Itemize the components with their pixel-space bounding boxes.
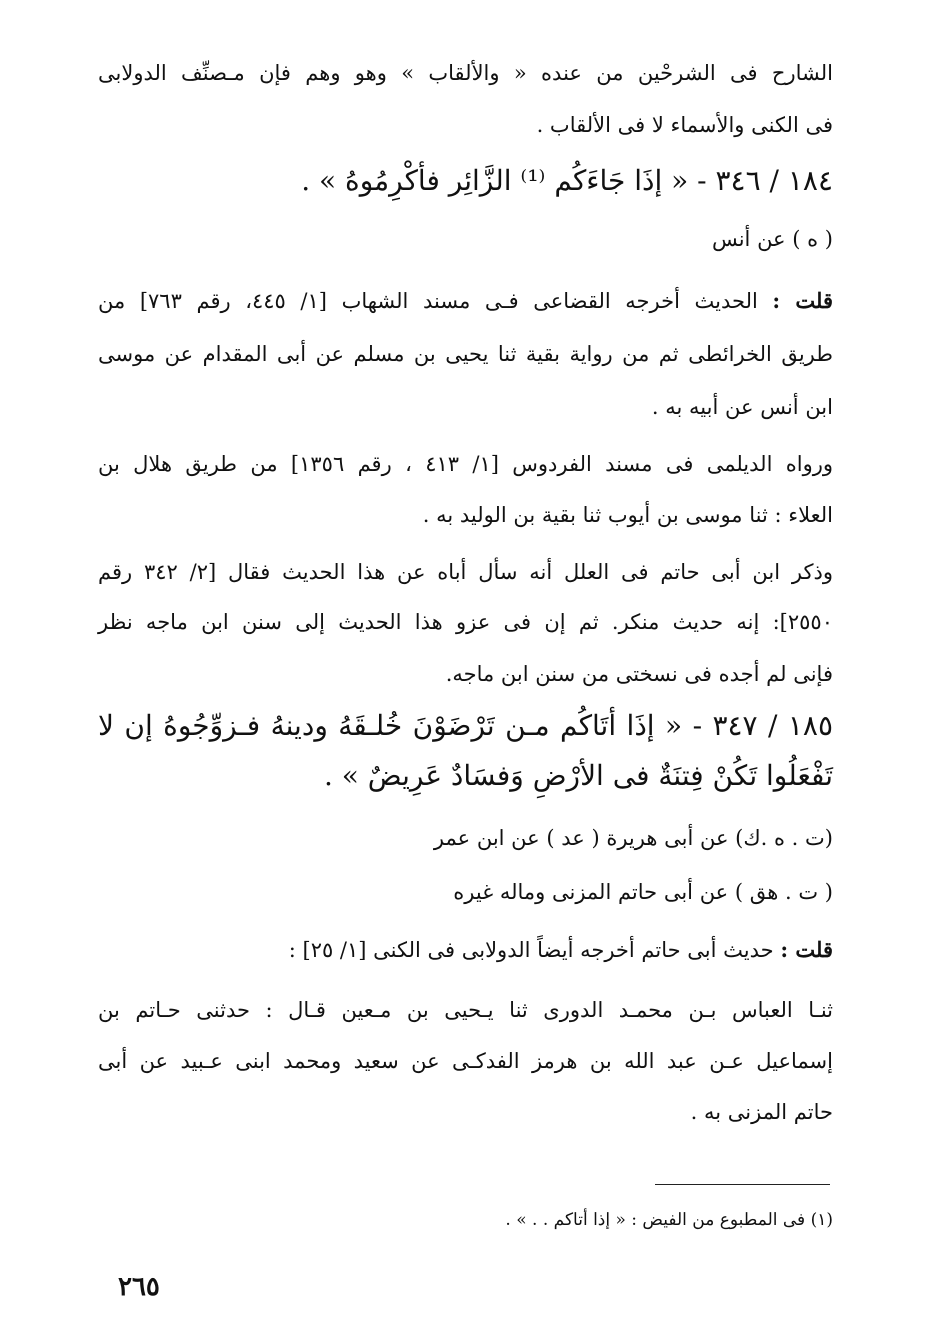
text-line: ابن أنس عن أبيه به . [651,395,833,419]
text-line: ورواه الديلمى فى مسند الفردوس [١/ ٤١٣ ، رقم ١٣٥٦] من طريق هلال بن [98,452,834,476]
text-line: طريق الخرائطى ثم من رواية بقية ثنا يحيى بن مسلم عن أبى المقدام عن موسى [98,342,833,366]
hadith-heading-185: ١٨٥ / ٣٤٧ - « إذَا أتَاكُم مـن تَرْضَوْنَ خُلـقَهُ ودينهُ فـزوِّجُوهُ إن لا [98,709,834,742]
text-line: العلاء : ثنا موسى بن أيوب ثنا بقية بن الوليد به . [422,503,833,527]
text-line: فى الكنى والأسماء لا فى الألقاب . [536,113,833,137]
footnote: (١) فى المطبوع من الفيض : « إذا أتاكم . . » . [505,1210,833,1230]
hadith-heading-184: ١٨٤ / ٣٤٦ - « إذَا جَاءَكُم ⁽¹⁾ الزَّائِر فأكْرِمُوهُ » . [301,164,833,197]
qultu-label: قلت : [780,937,833,962]
text-line: ثنـا العباس بـن محمـد الدورى ثنا يـحيى بن مـعين قـال : حدثنى حـاتم بن [98,998,833,1022]
footnote-divider [655,1184,830,1185]
text-line: حاتم المزنى به . [690,1100,833,1124]
text-line [98,286,833,316]
hadith-source: ( ت . هق ) عن أبى حاتم المزنى وماله غيره [453,880,833,904]
text-line: ٢٥٥٠]: إنه حديث منكر. ثم إن فى عزو هذا الحديث إلى سنن ابن ماجه نظر [98,610,833,634]
hadith-source: ( ه ) عن أنس [711,227,833,251]
text-line: وذكر ابن أبى حاتم فى العلل أنه سأل أباه عن هذا الحديث فقال [٢/ ٣٤٢ رقم [98,560,833,584]
text-line: إسماعيل عـن عبد الله بن هرمز الفدكـى عن سعيد ومحمد ابنى عـبيد عن أبى [98,1049,833,1073]
hadith-source: (ت . ه .ك) عن أبى هريرة ( عد ) عن ابن عمر [433,826,833,850]
text-line: الشارح فى الشرحْين من عنده « والألقاب » وهو وهم فإن مـصنِّف الدولابى [98,61,833,85]
hadith-heading-185-cont: تَفْعَلُوا تَكُنْ فِتنَةٌ فى الأرْضِ وَفسَادٌ عَرِيضٌ » . [323,759,833,792]
qultu-label: قلت : [772,288,833,313]
text-span: الحديث أخرجه القضاعى فـى مسند الشهاب [١/ ٤٤٥، رقم ٧٦٣] من [98,289,758,313]
page-number: ٢٦٥ [118,1272,160,1302]
text-line: فإنى لم أجده فى نسختى من سنن ابن ماجه. [445,662,833,686]
text-span: حديث أبى حاتم أخرجه أيضاً الدولابى فى الكنى [١/ ٢٥] : [288,938,774,962]
text-line [98,935,833,965]
